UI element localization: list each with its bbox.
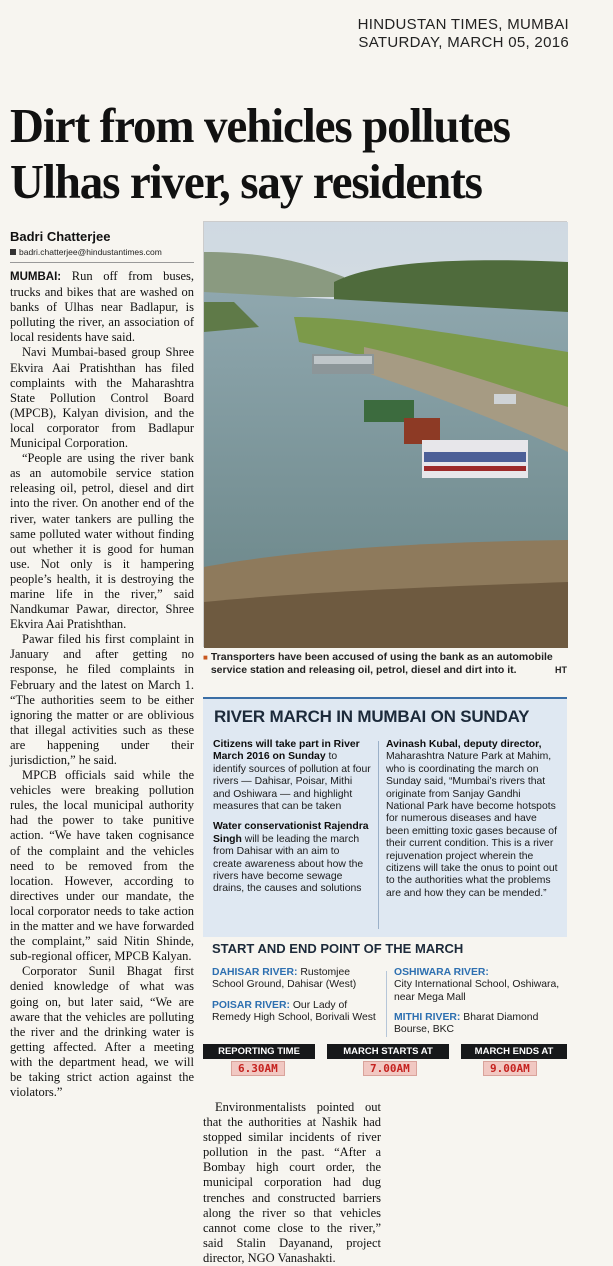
infobox-para: [213, 821, 371, 895]
infobox-left-column: [213, 739, 371, 896]
time-digits: 6.30AM: [231, 1061, 285, 1076]
infobox-text: Maharashtra Nature Park at Mahim, who is coordinating the march on Sunday said, “Mumbai’s rivers that originate from Sanjay Gandhi National Park have become hotspots for numerous diseases and have been emitting toxic gases because of their current condition. This is a river rejuvenation project wherein the citizens will take the onus to point out to the authorities what the problems are and how they can be mended.”: [386, 751, 558, 899]
river-label: DAHISAR RIVER:: [212, 967, 298, 978]
article-column-main: [10, 269, 194, 1100]
article-paragraph: [10, 269, 194, 345]
masthead: [358, 16, 569, 52]
river-photo-illustration: [204, 222, 568, 648]
river-location: Rustomjee School Ground, Dahisar (West): [212, 967, 357, 991]
email-icon: [10, 249, 16, 255]
march-timings: [203, 1044, 567, 1078]
infobox-title: RIVER MARCH IN MUMBAI ON SUNDAY: [214, 707, 530, 726]
paper-name: HINDUSTAN TIMES, MUMBAI: [357, 16, 569, 33]
time-digits: 7.00AM: [363, 1061, 417, 1076]
march-ends-value: [483, 1061, 537, 1077]
article-paragraph: Pawar filed his first complaint in January and after getting no response, he filed complaints in February and the latest on March 1. “The authorities seem to be either ignoring the matter or are oblivious that illegal activities such as these are happening under their jurisdiction,” he said.: [10, 632, 194, 767]
river-location: Our Lady of Remedy High School, Borivali West: [212, 1000, 376, 1024]
river-location: Bharat Diamond Bourse, BKC: [394, 1012, 539, 1036]
infobox-bold: Citizens will take part in River March 2016 on Sunday: [213, 739, 360, 763]
river-photo: [203, 221, 567, 647]
article-paragraph: Corporator Sunil Bhagat first denied knowledge of what was going on, but later said, “We are aware that the vehicles are polluting the river and the drinking water is getting affected. After a meeting with the department head, we will be taking strict action against the violators.”: [10, 964, 194, 1100]
infobox-para: [386, 739, 558, 900]
infobox-bold: Water conservationist Rajendra Singh: [213, 821, 369, 845]
headline: Dirt from vehicles pollutes Ulhas river, say residents: [10, 98, 510, 209]
infobox-bold: Avinash Kubal, deputy director,: [386, 739, 542, 750]
march-starts-label: MARCH STARTS AT: [327, 1044, 449, 1059]
reporting-time-value: [231, 1061, 285, 1077]
river-march-infobox: [203, 697, 567, 937]
article-paragraph: Navi Mumbai-based group Shree Ekvira Aai Pratishthan has filed complaints with the Maharashtra State Pollution Control Board (MPCB), Kalyan division, and the local corporator from Badlapur Municipal Corporation.: [10, 345, 194, 451]
points-title: START AND END POINT OF THE MARCH: [212, 941, 464, 956]
reporting-time-label: REPORTING TIME: [203, 1044, 315, 1059]
infobox-divider: [378, 741, 379, 929]
river-label: POISAR RIVER:: [212, 1000, 290, 1011]
caption-text: Transporters have been accused of using the bank as an automobile service station and releasing oil, petrol, diesel and dirt into it.: [210, 651, 553, 676]
time-digits: 9.00AM: [483, 1061, 537, 1076]
caption-triangle-icon: ■: [203, 653, 208, 662]
point-poisar: [212, 1000, 382, 1025]
photo-caption: [203, 651, 567, 677]
article-column-lower-left: [203, 1100, 381, 1266]
point-dahisar: [212, 967, 382, 992]
photo-credit: HT: [555, 665, 567, 675]
point-oshiwara: [394, 967, 562, 1004]
byline-rule: [10, 262, 194, 263]
dateline: MUMBAI:: [10, 271, 62, 283]
byline-email[interactable]: [10, 247, 162, 257]
march-points: [203, 937, 567, 1039]
article-paragraph: “People are using the river bank as an automobile service station releasing oil, petrol, diesel and dirt into the river. On another end of the river, water tankers are pulling the same polluted water without finding out whether it is good for human use. Not only is it hampering people’s health, it is destroying the marine life in the river,” said Nandkumar Pawar, director, Shree Ekvira Aai Pratishthan.: [10, 451, 194, 632]
article-paragraph: MPCB officials said while the vehicles were breaking pollution rules, the local municipal authority had the power to take punitive action. “We have taken cognisance of the complaint and the vehicles need to be removed from the location. However, according to directives under our mandate, the local corporator needs to take action in the matter and we have forwarded the complaint,” said Nitin Shinde, sub-regional officer, MPCB Kalyan.: [10, 768, 194, 964]
river-label: MITHI RIVER:: [394, 1012, 461, 1023]
email-text: badri.chatterjee@hindustantimes.com: [19, 247, 162, 257]
infobox-para: [213, 739, 371, 813]
infobox-right-column: [386, 739, 558, 900]
paper-date: SATURDAY, MARCH 05, 2016: [358, 34, 569, 51]
march-starts-value: [363, 1061, 417, 1077]
river-label: OSHIWARA RIVER:: [394, 967, 489, 978]
march-ends-label: MARCH ENDS AT: [461, 1044, 567, 1059]
article-paragraph: Environmentalists pointed out that the authorities at Nashik had stopped similar incidents of river pollution in the past. “After a Bombay high court order, the municipal corporation had dug trenches and constructed barriers along the river so that vehicles cannot come close to the river,” said Stalin Dayanand, project director, NGO Vanashakti.: [203, 1100, 381, 1265]
infobox-text: will be leading the march from Dahisar with an aim to create awareness about how the rivers have become sewage drains, the causes and solutions: [213, 833, 364, 895]
infobox-text: to identify sources of pollution at four rivers — Dahisar, Poisar, Mithi and Oshiwara — and highlight measures that can be taken: [213, 751, 371, 813]
points-divider: [386, 971, 387, 1037]
byline-author: Badri Chatterjee: [10, 229, 111, 244]
river-location: City International School, Oshiwara, near Mega Mall: [394, 979, 560, 1003]
paragraph-text: Run off from buses, trucks and bikes that are washed on banks of Ulhas near Badlapur, is polluting the river, an association of local residents have said.: [10, 269, 194, 345]
point-mithi: [394, 1012, 562, 1037]
